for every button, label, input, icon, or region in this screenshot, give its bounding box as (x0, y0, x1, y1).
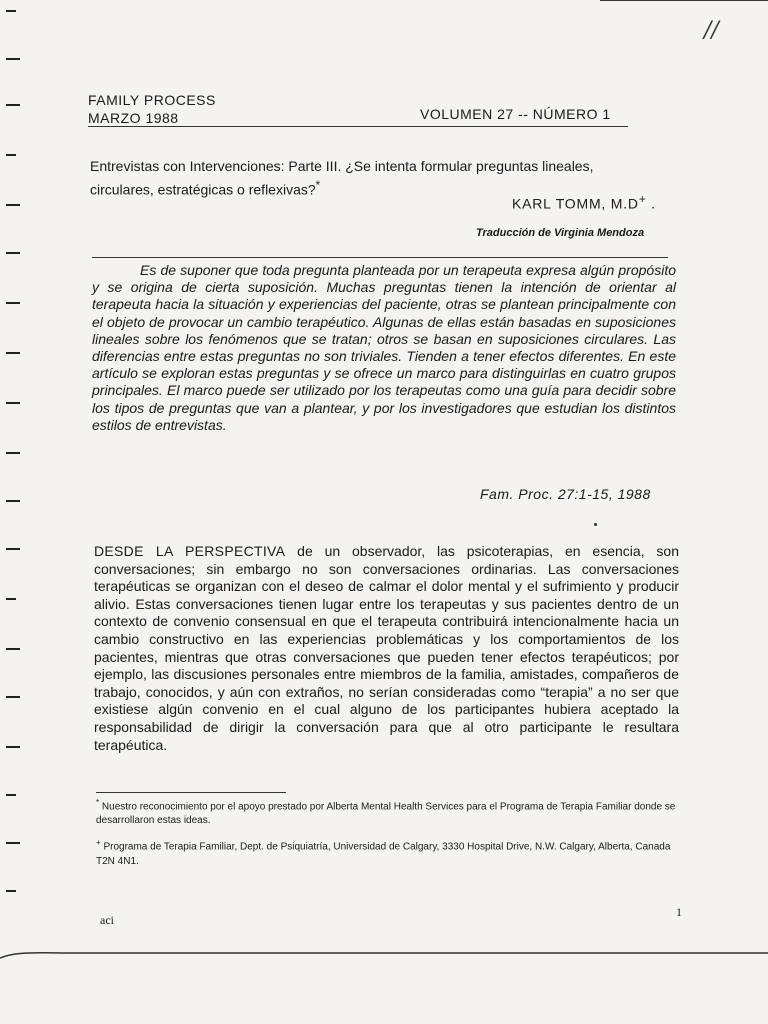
footer-ack: aci (100, 913, 114, 927)
journal-name: FAMILY PROCESS (88, 92, 216, 108)
page-number: 1 (676, 905, 682, 919)
footnote-text: Nuestro reconocimiento por el apoyo prestado por Alberta Mental Health Services para el Programa de Terapia Familiar donde se desarrollaron estas ideas. (96, 801, 676, 827)
issue-date: MARZO 1988 (88, 110, 179, 126)
translation-credit: Traducción de Virginia Mendoza (476, 227, 645, 239)
footnote-text: Programa de Terapia Familiar, Dept. de Psiquiatría, Universidad de Calgary, 3330 Hospital Drive, N.W. Calgary, Alberta, Canada T2N 4N1. (96, 841, 671, 867)
header-rule (88, 126, 628, 127)
body-paragraph (94, 543, 679, 754)
volume-number: VOLUMEN 27 -- NÚMERO 1 (420, 106, 611, 122)
footnote-mark: * (96, 798, 100, 807)
citation: Fam. Proc. 27:1-15, 1988 (480, 486, 651, 502)
footnote-rule (96, 792, 286, 793)
title-footnote-mark: * (315, 179, 321, 192)
corner-mark: // (704, 18, 719, 43)
footnote (96, 836, 686, 868)
author-footnote-mark: + (638, 193, 647, 206)
footnote (96, 796, 686, 828)
top-edge-line (600, 0, 768, 1)
author-name: KARL TOMM, M.D (512, 195, 639, 212)
stray-dot (594, 523, 597, 526)
abstract: Es de suponer que toda pregunta planteada por un terapeuta expresa algún propósito y se origina de cierta suposición. Muchas preguntas tienen la intención de orientar al terapeuta hacia la situación y experiencias del paciente, otras se plantean principalmente con el objeto de provocar un cambio terapéutico. Algunas de ellas están basadas en suposiciones lineales sobre los fenómenos que se tratan; otros se basan en suposiciones circulares. Las diferencias entre estas preguntas no son triviales. Tienden a tener efectos diferentes. En este artículo se exploran estas preguntas y se ofrece un marco para distinguirlas en cuatro grupos principales. El marco puede ser utilizado por los terapeutas como una guía para decidir sobre los tipos de preguntas que van a plantear, y por los investigadores que estudian los distintos estilos de entrevistas. (92, 262, 676, 433)
article-title-text: Entrevistas con Intervenciones: Parte III. ¿Se intenta formular preguntas lineales, circulares, estratégicas o reflexivas? (90, 158, 594, 198)
page-edge-curve (0, 940, 768, 970)
author: KARL TOMM, M.D+ . (512, 193, 656, 212)
body-text: de un observador, las psicoterapias, en esencia, son conversaciones; sin embargo no son conversaciones ordinarias. Las conversaciones terapéuticas se organizan con el deseo de calmar el dolor mental y el sufrimiento y producir alivio. Estas conversaciones tienen lugar entre los terapeutas y sus pacientes dentro de un contexto de convenio consensual en que el terapeuta contribuirá intencionalmente hacia un cambio constructivo en las experiencias problemáticas y los comportamientos de los pacientes, mientras que otras conversaciones que pueden tener efectos terapéuticos; por ejemplo, las discusiones personales entre miembros de la familia, amistades, compañeros de trabajo, conocidos, y aún con extraños, no serían consideradas como “terapia” a no ser que existiese algún convenio en el cual alguno de los participantes hubiera aceptado la responsabilidad de dirigir la conversación para que al otro participante le resultara terapéutica. (94, 543, 680, 753)
body-lead: DESDE LA PERSPECTIVA (94, 543, 286, 559)
binder-marks (0, 0, 30, 1024)
abstract-rule (92, 257, 668, 258)
footnotes (96, 796, 686, 877)
footnote-mark: + (96, 838, 101, 848)
